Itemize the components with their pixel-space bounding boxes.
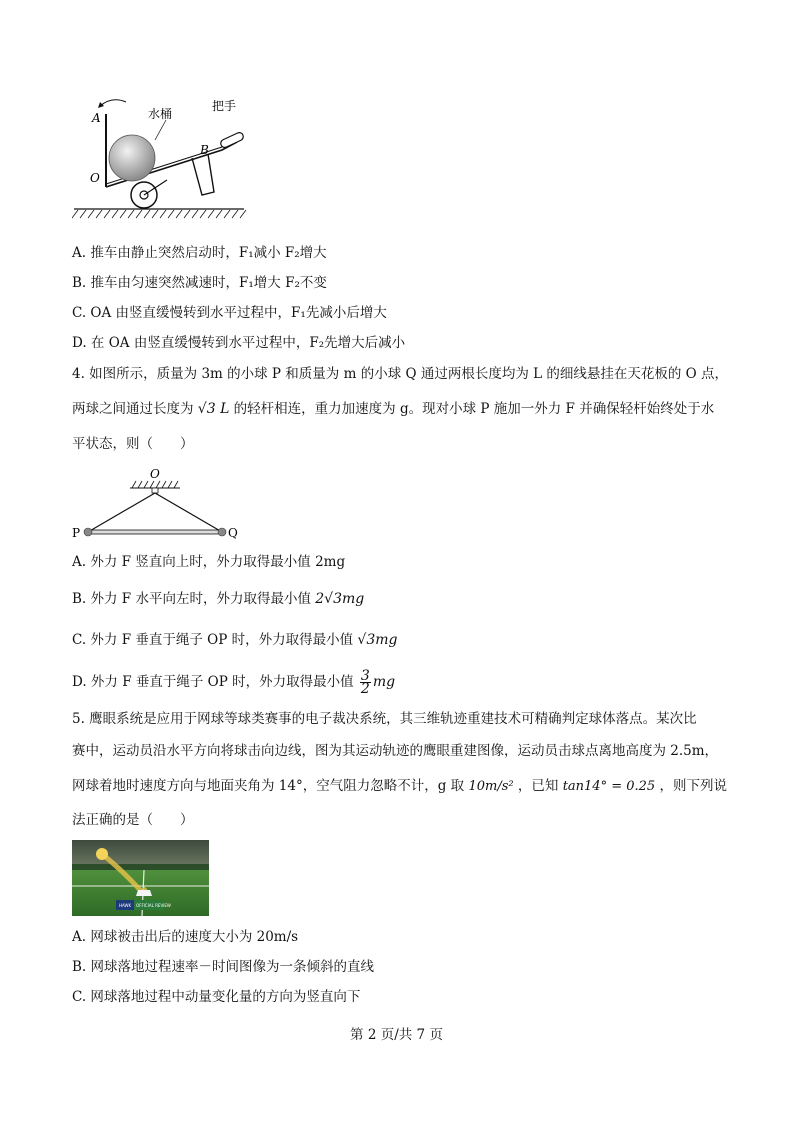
q4-stem-line3: 平状态，则（ ）	[72, 436, 194, 452]
q4-option-c-value: √3mg	[357, 632, 398, 648]
page-footer: 第 2 页/共 7 页	[350, 1027, 443, 1043]
q4-option-c	[72, 631, 398, 649]
q5-stem-line1: 5. 鹰眼系统是应用于网球等球类赛事的电子裁决系统，其三维轨迹重建技术可精确判定球体落点。某次比	[72, 711, 697, 727]
label-bucket: 水桶	[148, 107, 173, 121]
q4-option-d-text: D. 外力 F 垂直于绳子 OP 时，外力取得最小值	[72, 674, 354, 690]
wheelbarrow-figure	[72, 92, 252, 227]
label-q: Q	[228, 526, 238, 540]
q4-option-b	[72, 590, 364, 608]
q5-stem-line3-b: ，已知	[517, 778, 559, 794]
q4-option-b-value: 2√3mg	[315, 591, 365, 607]
q5-stem-line3	[72, 777, 727, 796]
q4-stem-line2-b: 的轻杆相连，重力加速度为 g。现对小球 P 施加一外力 F 并确保轻杆始终处于水	[233, 401, 715, 417]
hawk-badge-right: OFFICIAL REVIEW	[136, 903, 171, 908]
label-p: P	[72, 526, 81, 540]
q4-stem-line1: 4. 如图所示，质量为 3m 的小球 P 和质量为 m 的小球 Q 通过两根长度均为 L 的细线悬挂在天花板的 O 点，	[72, 366, 729, 382]
pq-figure	[70, 466, 250, 546]
q5-stem-line2: 赛中，运动员沿水平方向将球击向边线，图为其运动轨迹的鹰眼重建图像，运动员击球点离地高度为 2.5m，	[72, 743, 719, 759]
q5-option-c: C. 网球落地过程中动量变化量的方向为竖直向下	[72, 989, 361, 1005]
label-b: B	[200, 143, 209, 157]
q4-option-d-fraction	[360, 670, 371, 695]
q3-option-c: C. OA 由竖直缓慢转到水平过程中，F₁先减小后增大	[72, 305, 387, 321]
q4-stem-line2-a: 两球之间通过长度为	[72, 401, 194, 417]
fraction-denominator: 2	[360, 681, 370, 697]
q5-stem-line3-c: ，则下列说	[659, 778, 727, 794]
q5-stem-line4: 法正确的是（ ）	[72, 812, 194, 828]
rod-length-expr: √3 L	[197, 401, 230, 417]
q4-option-c-text: C. 外力 F 垂直于绳子 OP 时，外力取得最小值	[72, 632, 354, 648]
q3-option-b: B. 推车由匀速突然减速时，F₁增大 F₂不变	[72, 275, 327, 291]
fraction-numerator: 3	[360, 668, 370, 684]
label-o: O	[90, 171, 100, 185]
q3-option-a: A. 推车由静止突然启动时，F₁减小 F₂增大	[72, 245, 327, 261]
q4-option-d	[72, 670, 395, 695]
hawk-badge-left: HAWK	[119, 903, 132, 908]
q3-option-d: D. 在 OA 由竖直缓慢转到水平过程中，F₂先增大后减小	[72, 335, 406, 351]
hawk-eye-photo	[72, 840, 209, 916]
label-handle: 把手	[212, 99, 237, 113]
q4-option-b-text: B. 外力 F 水平向左时，外力取得最小值	[72, 591, 311, 607]
q5-option-a: A. 网球被击出后的速度大小为 20m/s	[72, 929, 299, 945]
q5-stem-line3-a: 网球着地时速度方向与地面夹角为 14°，空气阻力忽略不计，g 取	[72, 778, 465, 794]
q5-option-b: B. 网球落地过程速率－时间图像为一条倾斜的直线	[72, 959, 375, 975]
label-a: A	[92, 111, 101, 125]
q4-option-a: A. 外力 F 竖直向上时，外力取得最小值 2mg	[72, 554, 346, 570]
tan-value: tan14° = 0.25	[562, 779, 656, 794]
q4-option-d-unit: mg	[372, 674, 396, 690]
g-value: 10m/s²	[468, 779, 514, 794]
label-o2: O	[150, 467, 160, 481]
q4-stem-line2	[72, 400, 714, 418]
